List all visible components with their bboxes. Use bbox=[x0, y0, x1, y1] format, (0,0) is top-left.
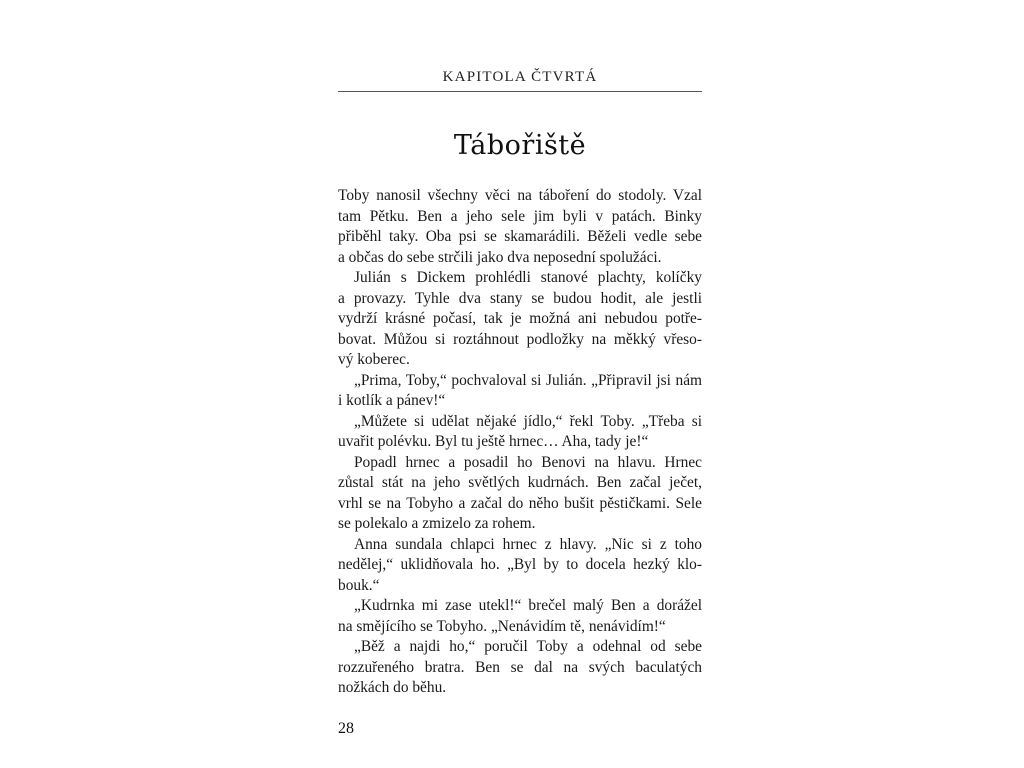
text-line: Popadl hrnec a posadil ho Benovi na hlavu. Hrnec bbox=[354, 453, 702, 471]
page-number: 28 bbox=[338, 720, 354, 737]
text-line: rozzuřeného bratra. Ben se dal na svých baculatých bbox=[338, 658, 702, 676]
text-line: bouk.“ bbox=[338, 576, 380, 594]
text-line: a občas do sebe strčili jako dva neposední spolužáci. bbox=[338, 248, 662, 266]
text-line: vrhl se na Tobyho a začal do něho bušit pěstičkami. Sele bbox=[338, 494, 702, 512]
body-text bbox=[338, 186, 702, 699]
text-line: i kotlík a pánev!“ bbox=[338, 392, 446, 409]
text-line: nedělej,“ uklidňovala ho. „Byl by to docela hezký klo- bbox=[338, 556, 702, 573]
chapter-title: Tábořiště bbox=[453, 130, 587, 161]
text-line: Toby nanosil všechny věci na táboření do stodoly. Vzal bbox=[338, 187, 702, 204]
text-line: nožkách do běhu. bbox=[338, 679, 447, 696]
header-rule bbox=[338, 91, 702, 92]
text-line: vydrží krásné počasí, tak je možná ani nebudou potře- bbox=[338, 310, 702, 327]
text-line: vý koberec. bbox=[338, 351, 410, 368]
text-line: zůstal stát na jeho světlých kudrnách. Ben začal ječet, bbox=[338, 474, 702, 491]
text-line: bovat. Můžou si roztáhnout podložky na měkký vřeso- bbox=[338, 330, 702, 348]
text-line: přiběhl taky. Oba psi se skamarádili. Běželi vedle sebe bbox=[338, 228, 702, 245]
text-line: se polekalo a zmizelo za rohem. bbox=[338, 515, 536, 532]
text-line: „Můžete si udělat nějaké jídlo,“ řekl Toby. „Třeba si bbox=[354, 412, 702, 430]
text-line: „Prima, Toby,“ pochvaloval si Julián. „Připravil jsi nám bbox=[354, 371, 702, 389]
text-line: tam Pětku. Ben a jeho sele jim byli v patách. Binky bbox=[338, 207, 702, 225]
text-line: a provazy. Tyhle dva stany se budou hodit, ale jestli bbox=[338, 289, 702, 307]
text-line: uvařit polévku. Byl tu ještě hrnec… Aha, tady je!“ bbox=[338, 433, 649, 450]
text-line: Julián s Dickem prohlédli stanové plachty, kolíčky bbox=[354, 269, 702, 286]
text-line: na smějícího se Tobyho. „Nenávidím tě, nenávidím!“ bbox=[338, 617, 666, 635]
running-head: KAPITOLA ČTVRTÁ bbox=[442, 69, 598, 85]
text-line: „Kudrnka mi zase utekl!“ brečel malý Ben a dorážel bbox=[354, 597, 702, 614]
text-line: Anna sundala chlapci hrnec z hlavy. „Nic si z toho bbox=[354, 535, 702, 553]
text-line: „Běž a najdi ho,“ poručil Toby a odehnal od sebe bbox=[354, 638, 702, 655]
